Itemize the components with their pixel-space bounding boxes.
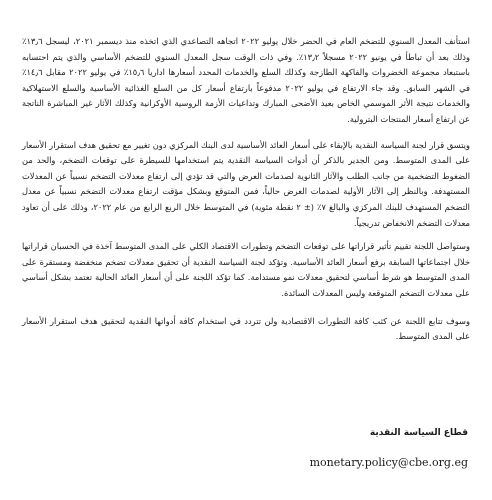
paragraph-monitoring: وسوف تتابع اللجنة عن كثب كافة التطورات الاقتصادية ولن تتردد في استخدام كافة أدواتها النقدية لتحقيق هدف استقرار الأسعار على المدى المتوسط. bbox=[22, 315, 470, 342]
document-body bbox=[22, 34, 470, 345]
paragraph-rates-decision: ويتسق قرار لجنة السياسة النقدية بالإبقاء على أسعار العائد الأساسية لدى البنك المركزي دون تغيير مع تحقيق هدف استقرار الأسعار على المدى المتوسط. ومن الجدير بالذكر أن أدوات السياسة النقدية يتم استخدامها للسيطرة على توقعات التضخم، والحد من الضغوط التضخمية من جانب الطلب والآثار الثانوية لصدمات العرض والتي قد تؤدي إلى ارتفاع معدلات التضخم نسبياً عن المعدلات المستهدفة. وبالنظر إلى الآثار الأولية لصدمات العرض حالياً، فمن المتوقع وبشكل مؤقت ارتفاع معدلات التضخم نسبياً عن معدل التضخم المستهدف للبنك المركزي والبالغ ٧٪ (± ٢ نقطة مئوية) في المتوسط خلال الربع الرابع من عام ٢٠٢٢، وذلك على أن تعاود معدلات التضخم الانخفاض تدريجياً. bbox=[22, 139, 470, 228]
sector-signature: قطاع السياسة النقدية bbox=[369, 428, 468, 438]
paragraph-committee-assessment: وستواصل اللجنة تقييم تأثير قراراتها على توقعات التضخم وتطورات الاقتصاد الكلي على المدى المتوسط آخذة في الحسبان قراراتها خلال اجتماعاتها السابقة برفع أسعار العائد الأساسية. وتؤكد لجنة السياسة النقدية أن تحقيق معدلات تضخم منخفضة ومستقرة على المدى المتوسط هو شرط أساسي لتحقيق معدلات نمو مستدامة. كما تؤكد اللجنة على أن أسعار العائد الحالية تعتمد بشكل أساسي على معدلات التضخم المتوقعة وليس المعدلات السائدة. bbox=[22, 241, 470, 298]
contact-email[interactable]: monetary.policy@cbe.org.eg bbox=[309, 456, 468, 469]
paragraph-inflation-overview: استأنف المعدل السنوي للتضخم العام في الحضر خلال يوليو ٢٠٢٢ اتجاهه التصاعدي الذي اتخذه منذ ديسمبر ٢٠٢١، ليسجل ١٣٫٦٪ وذلك بعد أن تباطأ في يونيو ٢٠٢٢ مسجلاً ١٣٫٢٪. وفي ذات الوقت سجل المعدل السنوي للتضخم الأساسي والذي يتم احتسابه باستبعاد مجموعة الخضروات والفاكهة الطازجة وكذلك السلع والخدمات المحدد أسعارها اداريا ١٥٫٦٪ في يوليو ٢٠٢٢ مقابل ١٤٫٦٪ في الشهر السابق. وقد جاء الارتفاع في يوليو ٢٠٢٢ مدفوعاً بارتفاع أسعار كل من السلع الغذائية الأساسية والسلع الاستهلاكية والخدمات نتيجة الأثر الموسمي الخاص بعيد الأضحى المبارك وتداعيات الأزمة الروسية الأوكرانية وكذلك الآثار غير المباشرة الناتجة عن ارتفاع أسعار المنتجات البترولية. bbox=[22, 36, 470, 124]
